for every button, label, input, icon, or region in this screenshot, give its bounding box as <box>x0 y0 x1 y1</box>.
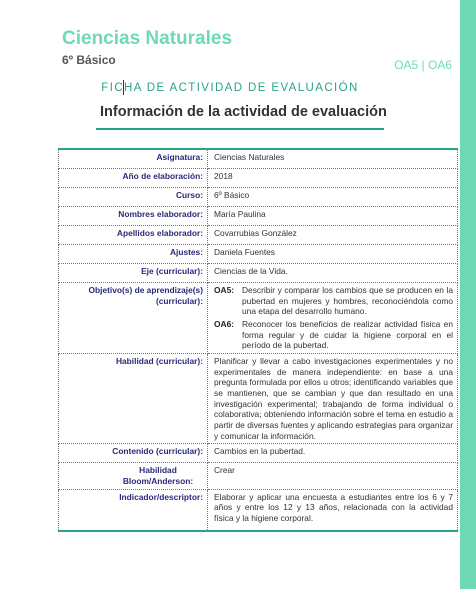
indicador-label: Indicador/descriptor: <box>59 489 208 531</box>
oa6-item <box>214 319 453 351</box>
row-apellidos <box>59 226 458 245</box>
eje-value[interactable]: Ciencias de la Vida. <box>208 264 458 283</box>
row-ajustes <box>59 245 458 264</box>
subject-title: Ciencias Naturales <box>62 28 233 49</box>
oa5-code: OA5: <box>214 285 235 295</box>
apellidos-label: Apellidos elaborador: <box>59 226 208 245</box>
indicador-value[interactable]: Elaborar y aplicar una encuesta a estudiantes entre los 6 y 7 años y entre los 12 y 13 años, relacionada con la actividad física y la higiene corporal. <box>208 489 458 531</box>
contenido-value[interactable]: Cambios en la pubertad. <box>208 444 458 463</box>
anio-value[interactable]: 2018 <box>208 169 458 188</box>
asignatura-value[interactable]: Ciencias Naturales <box>208 149 458 169</box>
sheet-heading: FICHA DE ACTIVIDAD DE EVALUACIÓN <box>101 82 359 94</box>
row-eje <box>59 264 458 283</box>
curso-label: Curso: <box>59 188 208 207</box>
row-bloom <box>59 463 458 489</box>
oa6-code: OA6: <box>214 319 235 330</box>
objetivos-label-text: Objetivo(s) de aprendizaje(s) (curricular): <box>88 285 203 306</box>
row-asignatura <box>59 149 458 169</box>
right-accent-bar <box>460 0 476 589</box>
row-indicador <box>59 489 458 531</box>
habilidad-value[interactable]: Planificar y llevar a cabo investigaciones experimentales y no experimentales de manera independiente: en base a una pregunta formulada por ellos u otros; identificando variables que se mantienen, que se cambian y que dan resultado en una investigación experimental; trabajando de forma individual o colaborativa; obteniendo información sobre el tema en estudio a partir de diversas fuentes y aplicando estrategias para organizar y comunicar la información. <box>208 354 458 444</box>
oa5-text: Describir y comparar los cambios que se producen en la pubertad en mujeres y hombres, reconociéndola como una etapa del desarrollo humano. <box>242 285 453 317</box>
asignatura-label: Asignatura: <box>59 149 208 169</box>
bloom-label-text: Habilidad Bloom/Anderson: <box>122 465 194 487</box>
anio-label: Año de elaboración: <box>59 169 208 188</box>
objetivos-value[interactable] <box>208 283 458 354</box>
contenido-label: Contenido (curricular): <box>59 444 208 463</box>
evaluation-info-table <box>58 148 458 532</box>
oa5-item <box>214 285 453 317</box>
bloom-value[interactable]: Crear <box>208 463 458 489</box>
row-nombres <box>59 207 458 226</box>
nombres-value[interactable]: María Paulina <box>208 207 458 226</box>
row-curso <box>59 188 458 207</box>
grade-label: 6º Básico <box>62 53 116 67</box>
objetivos-label <box>59 283 208 354</box>
apellidos-value[interactable]: Covarrubias González <box>208 226 458 245</box>
row-habilidad <box>59 354 458 444</box>
title-underline <box>96 128 384 130</box>
eje-label: Eje (curricular): <box>59 264 208 283</box>
ajustes-value[interactable]: Daniela Fuentes <box>208 245 458 264</box>
section-title: Información de la actividad de evaluación <box>100 104 387 120</box>
row-anio <box>59 169 458 188</box>
oa6-text: Reconocer los beneficios de realizar actividad física en forma regular y de cuidar la higiene corporal en el período de la pubertad. <box>242 319 453 351</box>
habilidad-label: Habilidad (curricular): <box>59 354 208 444</box>
row-contenido <box>59 444 458 463</box>
curso-value[interactable]: 6º Básico <box>208 188 458 207</box>
nombres-label: Nombres elaborador: <box>59 207 208 226</box>
ajustes-label: Ajustes: <box>59 245 208 264</box>
bloom-label <box>59 463 208 489</box>
oa-codes: OA5 | OA6 <box>394 58 452 72</box>
row-objetivos <box>59 283 458 354</box>
